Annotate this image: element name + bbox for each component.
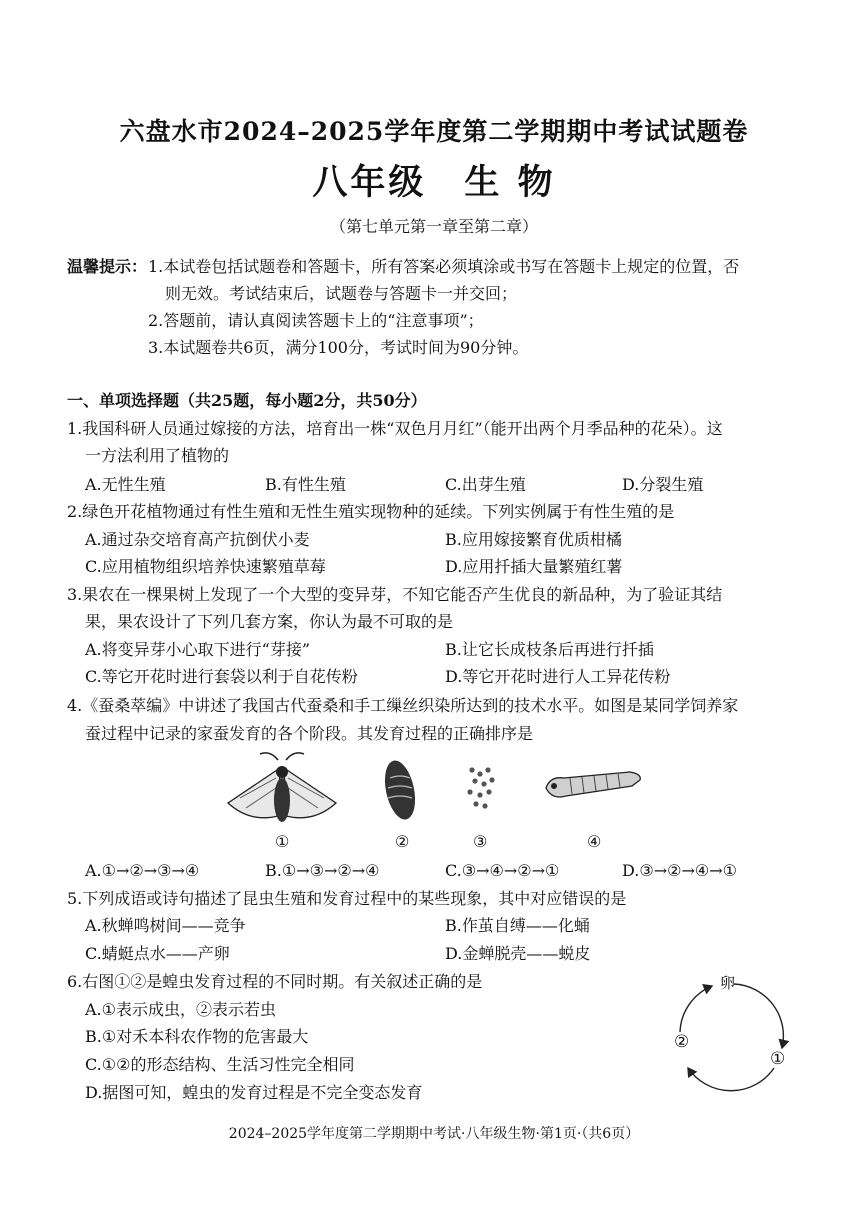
notice-line-3: 3.本试题卷共6页，满分100分，考试时间为90分钟。: [148, 338, 529, 357]
q5-option-d: D.金蝉脱壳——蜕皮: [445, 944, 591, 963]
section-heading: 一、单项选择题（共25题，每小题2分，共50分）: [67, 391, 427, 410]
q5-option-c: C.蜻蜓点水——产卵: [85, 944, 230, 963]
cycle-arrow-egg-to-1: [734, 984, 783, 1048]
q3-option-c: C.等它开花时进行套袋以利于自花传粉: [85, 667, 358, 686]
q2-option-b: B.应用嫁接繁育优质柑橘: [445, 530, 622, 549]
notice-line-1: 1.本试卷包括试题卷和答题卡，所有答案必须填涂或书写在答题卡上规定的位置，否: [148, 257, 740, 276]
q5-option-b: B.作茧自缚——化蛹: [445, 916, 590, 935]
q1-option-d: D.分裂生殖: [622, 475, 704, 494]
page-footer: 2024–2025学年度第二学期期中考试·八年级生物·第1页·（共6页）: [228, 1126, 640, 1142]
notice-label: 温馨提示：: [67, 257, 148, 276]
q6-option-b: B.①对禾本科农作物的危害最大: [85, 1027, 309, 1046]
q6-option-a: A.①表示成虫，②表示若虫: [85, 1000, 276, 1019]
q1-stem-line2: 一方法利用了植物的: [85, 446, 230, 465]
q3-option-d: D.等它开花时进行人工异花传粉: [445, 667, 671, 686]
moth-icon: [228, 753, 336, 822]
cycle-label-egg: 卵: [720, 974, 736, 992]
q1-stem-line1: 1.我国科研人员通过嫁接的方法，培育出一株“双色月月红”（能开出两个月季品种的花朵）。这: [67, 419, 723, 438]
q1-option-a: A.无性生殖: [85, 475, 166, 494]
q4-option-d: D.③→②→④→①: [622, 861, 737, 880]
q2-option-c: C.应用植物组织培养快速繁殖草莓: [85, 557, 326, 576]
q3-stem-line2: 果，果农设计了下列几套方案，你认为最不可取的是: [85, 612, 454, 631]
q1-option-c: C.出芽生殖: [445, 475, 526, 494]
figure-label-1: ①: [275, 832, 290, 851]
q4-option-b: B.①→③→②→④: [265, 861, 380, 880]
figure-label-3: ③: [473, 832, 488, 851]
q2-stem: 2.绿色开花植物通过有性生殖和无性生殖实现物种的延续。下列实例属于有性生殖的是: [67, 502, 675, 521]
cycle-arrow-2-to-egg: [680, 986, 712, 1032]
q4-stem-line1: 4.《蚕桑萃编》中讲述了我国古代蚕桑和手工缫丝织染所达到的技术水平。如图是某同学饲养家: [67, 696, 739, 715]
figure-label-4: ④: [587, 832, 602, 851]
q2-option-a: A.通过杂交培育高产抗倒伏小麦: [85, 530, 310, 549]
notice-line-2: 2.答题前，请认真阅读答题卡上的“注意事项”；: [148, 311, 484, 330]
q6-option-c: C.①②的形态结构、生活习性完全相同: [85, 1055, 355, 1074]
figure-label-2: ②: [395, 832, 410, 851]
q5-option-a: A.秋蝉鸣树间——竞争: [85, 916, 246, 935]
larva-icon: [546, 772, 640, 797]
q4-option-a: A.①→②→③→④: [85, 861, 200, 880]
q3-option-b: B.让它长成枝条后再进行扦插: [445, 640, 654, 659]
q1-option-b: B.有性生殖: [265, 475, 346, 494]
cycle-label-2: ②: [674, 1032, 690, 1052]
scope-subtitle: （第七单元第一章至第二章）: [329, 217, 538, 236]
q5-stem: 5.下列成语或诗句描述了昆虫生殖和发育过程中的某些现象，其中对应错误的是: [67, 889, 627, 908]
q3-stem-line1: 3.果农在一棵果树上发现了一个大型的变异芽，不知它能否产生优良的新品种，为了验证其结: [67, 585, 723, 604]
subject-title: 八年级 生 物: [312, 162, 556, 203]
notice-line-1b: 则无效。考试结束后，试题卷与答题卡一并交回；: [165, 284, 518, 303]
q6-option-d: D.据图可知，蝗虫的发育过程是不完全变态发育: [85, 1083, 423, 1102]
cycle-label-1: ①: [770, 1049, 786, 1069]
q4-stem-line2: 蚕过程中记录的家蚕发育的各个阶段。其发育过程的正确排序是: [85, 724, 534, 743]
q6-stem: 6.右图①②是蝗虫发育过程的不同时期。有关叙述正确的是: [67, 972, 483, 991]
exam-title: 六盘水市2024–2025学年度第二学期期中考试试题卷: [119, 117, 749, 146]
pupa-icon: [380, 758, 420, 823]
silkworm-stages-figure: [220, 748, 660, 830]
q4-option-c: C.③→④→②→①: [445, 861, 560, 880]
q2-option-d: D.应用扦插大量繁殖红薯: [445, 557, 623, 576]
q3-option-a: A.将变异芽小心取下进行“芽接”: [85, 640, 311, 659]
cycle-arrow-1-to-2: [688, 1068, 774, 1091]
eggs-icon: [467, 767, 494, 808]
